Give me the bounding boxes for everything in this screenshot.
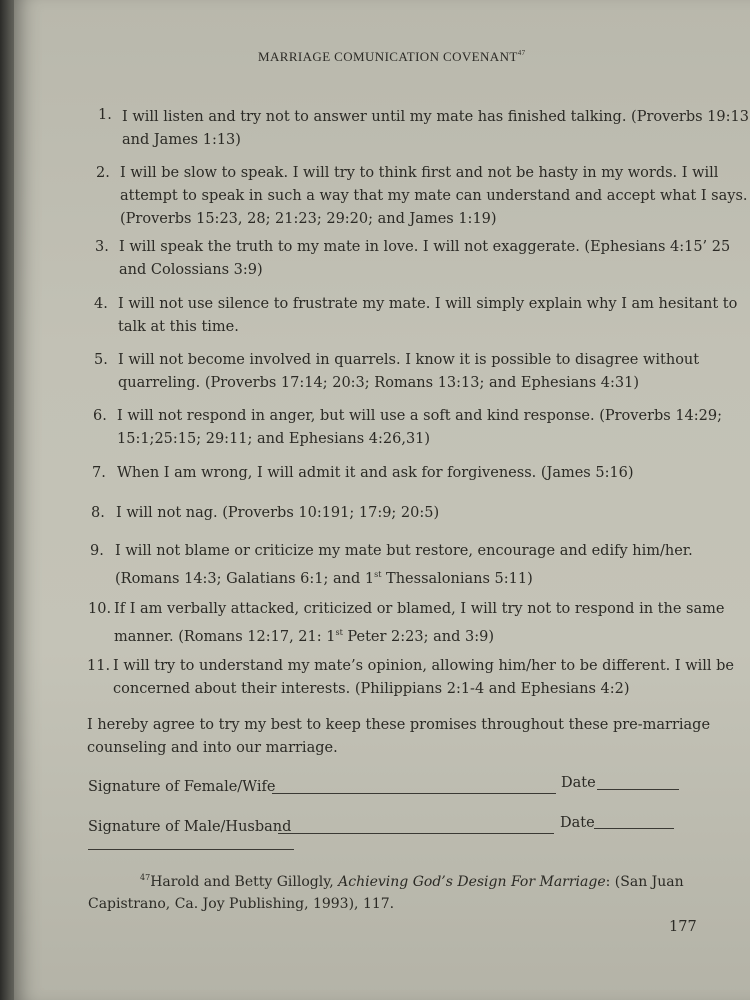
ordinal-superscript: st — [374, 570, 382, 579]
covenant-item-4 — [118, 293, 737, 339]
item-line-text: Peter 2:23; and 3:9) — [342, 629, 494, 645]
item-line-text: Thessalonians 5:11) — [381, 571, 533, 587]
item-number: 11. — [87, 658, 111, 674]
male-signature-label: Signature of Male/Husband — [88, 819, 292, 835]
footnote-book-title: Achieving God’s Design For Marriage — [338, 874, 606, 890]
item-line: and Colossians 3:9) — [119, 262, 263, 278]
item-line: I will be slow to speak. I will try to think first and not be hasty in my words. I will — [120, 165, 719, 181]
agreement-paragraph — [87, 714, 710, 760]
item-number: 9. — [90, 543, 104, 559]
covenant-item-1 — [122, 106, 749, 152]
footnote-publisher-start: : (San Juan — [605, 874, 684, 890]
covenant-item-8 — [116, 502, 439, 525]
agreement-line: counseling and into our marriage. — [87, 740, 338, 756]
item-number: 7. — [92, 465, 106, 481]
covenant-item-3 — [119, 236, 730, 282]
agreement-line: I hereby agree to try my best to keep these promises throughout these pre-marriage — [87, 717, 711, 733]
item-line: quarreling. (Proverbs 17:14; 20:3; Romans 13:13; and Ephesians 4:31) — [118, 375, 639, 391]
covenant-item-5 — [118, 349, 699, 395]
covenant-item-6 — [117, 405, 722, 451]
item-line: When I am wrong, I will admit it and ask for forgiveness. (James 5:16) — [117, 465, 634, 481]
footnote-ref: 47 — [140, 873, 151, 882]
item-line: concerned about their interests. (Philippians 2:1-4 and Ephesians 4:2) — [113, 681, 630, 697]
item-line: I will not nag. (Proverbs 10:191; 17:9; 20:5) — [116, 505, 440, 521]
item-line: 15:1;25:15; 29:11; and Ephesians 4:26,31) — [117, 431, 431, 447]
item-number: 1. — [98, 107, 112, 123]
title-footnote-ref: 47 — [517, 49, 526, 57]
item-line: I will listen and try not to answer until my mate has finished talking. (Proverbs 19:13 — [122, 109, 749, 125]
page-number: 177 — [669, 919, 697, 935]
female-signature-label: Signature of Female/Wife — [88, 779, 276, 795]
item-line: If I am verbally attacked, criticized or blamed, I will try not to respond in the same — [114, 601, 725, 617]
item-line — [114, 621, 724, 649]
item-line-text: (Romans 14:3; Galatians 6:1; and 1 — [115, 571, 375, 587]
footnote-authors: Harold and Betty Gillogly, — [150, 874, 339, 890]
female-date-label: Date — [561, 775, 596, 791]
item-line: attempt to speak in such a way that my mate can understand and accept what I says. — [120, 188, 748, 204]
item-line: talk at this time. — [118, 319, 239, 335]
item-number: 3. — [95, 239, 109, 255]
covenant-item-11 — [113, 655, 734, 701]
covenant-item-7 — [117, 462, 634, 485]
item-number: 10. — [88, 601, 112, 617]
item-number: 6. — [93, 408, 107, 424]
item-line: I will speak the truth to my mate in love. I will not exaggerate. (Ephesians 4:15’ 25 — [119, 239, 731, 255]
male-date-label: Date — [560, 815, 595, 831]
footnote-line-2: Capistrano, Ca. Joy Publishing, 1993), 117. — [88, 896, 395, 912]
female-signature-line[interactable] — [272, 793, 556, 794]
item-line: I will try to understand my mate’s opinion, allowing him/her to be different. I will be — [113, 658, 735, 674]
document-page — [14, 0, 750, 1000]
covenant-item-10 — [114, 598, 724, 649]
male-date-line[interactable] — [594, 828, 674, 829]
item-line: and James 1:13) — [122, 132, 241, 148]
item-number: 4. — [94, 296, 108, 312]
footnote-separator — [88, 849, 294, 850]
male-signature-line[interactable] — [278, 833, 554, 834]
ordinal-superscript: st — [335, 628, 343, 637]
covenant-item-9 — [115, 540, 693, 591]
item-line: I will not use silence to frustrate my mate. I will simply explain why I am hesitant to — [118, 296, 738, 312]
footnote-line-1 — [140, 866, 684, 894]
covenant-item-2 — [120, 162, 748, 231]
item-number: 8. — [91, 505, 105, 521]
item-number: 2. — [96, 165, 110, 181]
item-line: (Proverbs 15:23, 28; 21:23; 29:20; and James 1:19) — [120, 211, 497, 227]
item-number: 5. — [94, 352, 108, 368]
page-title — [258, 49, 526, 65]
item-line-text: manner. (Romans 12:17, 21: 1 — [114, 629, 336, 645]
item-line: I will not blame or criticize my mate but restore, encourage and edify him/her. — [115, 543, 693, 559]
item-line: I will not become involved in quarrels. I know it is possible to disagree without — [118, 352, 700, 368]
item-line — [115, 563, 693, 591]
item-line: I will not respond in anger, but will use a soft and kind response. (Proverbs 14:29; — [117, 408, 722, 424]
female-date-line[interactable] — [597, 789, 679, 790]
title-text: MARRIAGE COMUNICATION COVENANT — [258, 49, 518, 64]
